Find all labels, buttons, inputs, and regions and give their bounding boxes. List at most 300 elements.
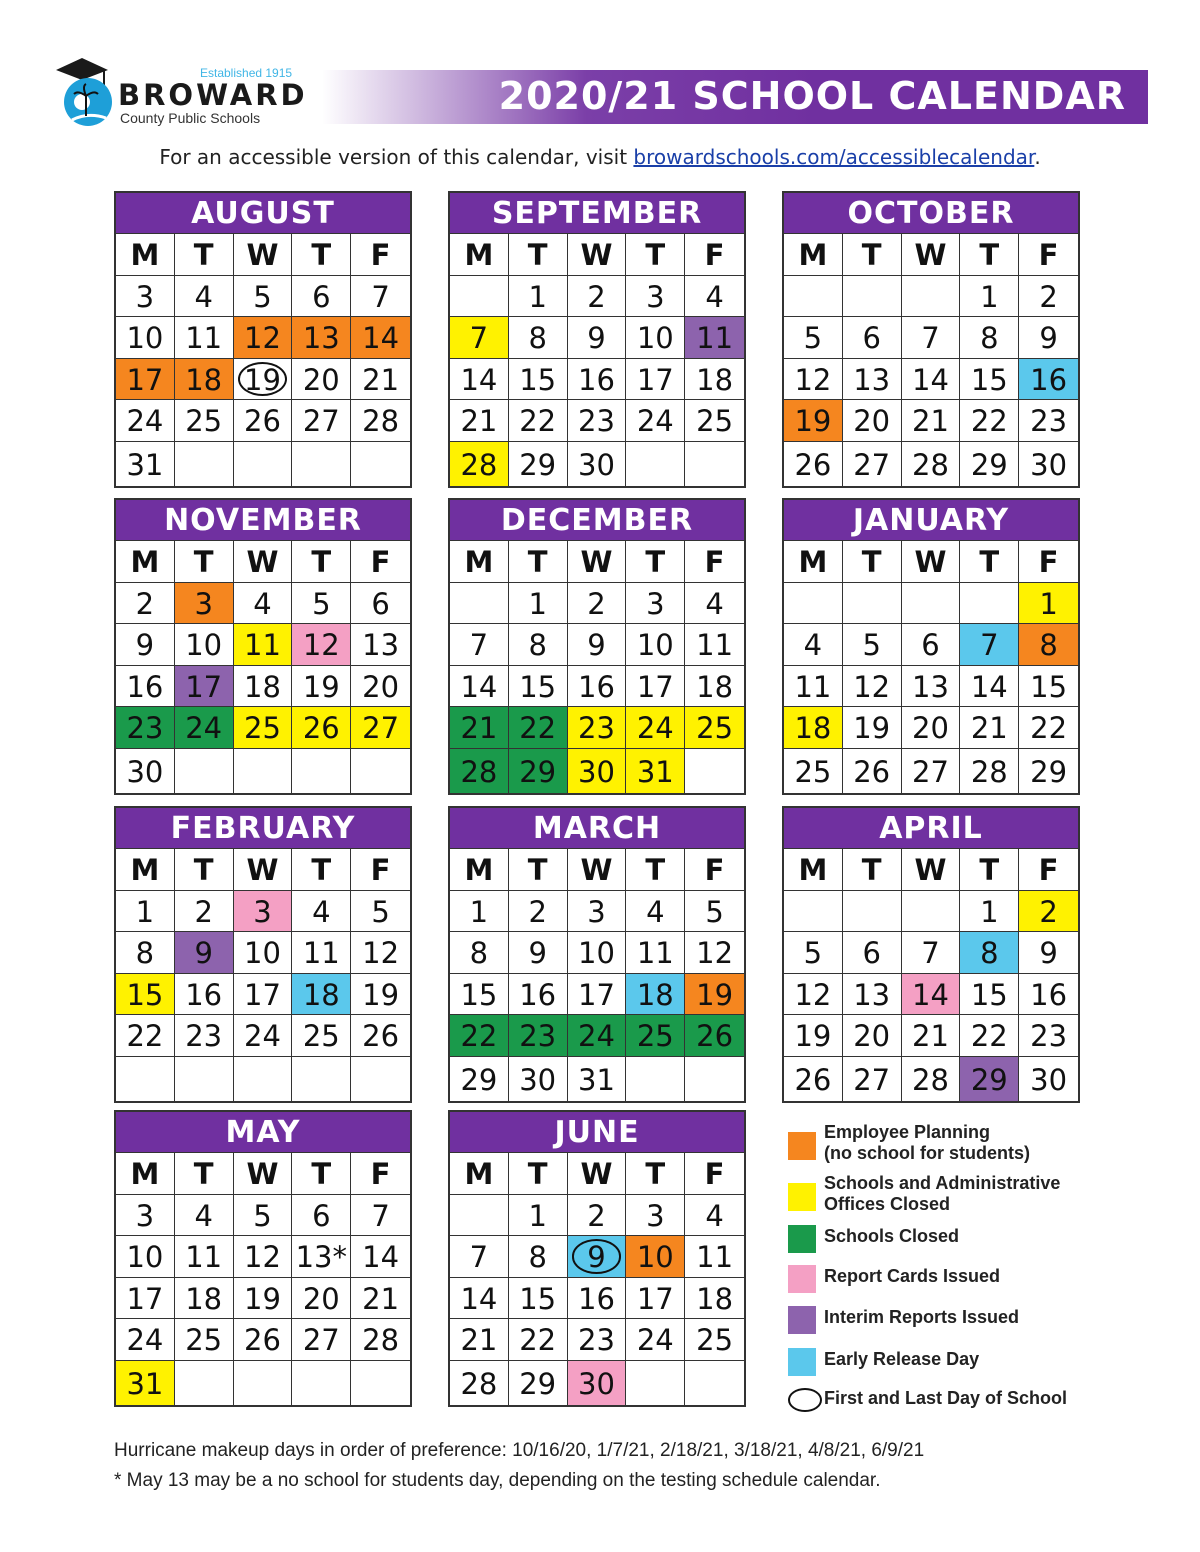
day-number: 29 (970, 447, 1008, 482)
day-number: 5 (803, 936, 823, 970)
month-grid (116, 848, 410, 1101)
day-cell (902, 748, 961, 793)
day-cell (902, 1056, 961, 1101)
day-cell (292, 1318, 351, 1360)
day-number: 8 (980, 936, 999, 970)
weekday-header: M (450, 1152, 509, 1194)
day-number: 1 (528, 279, 547, 314)
day-cell (843, 1014, 902, 1056)
month-grid (784, 233, 1078, 486)
accessible-calendar-link[interactable]: browardschools.com/accessiblecalendar (633, 145, 1035, 169)
day-cell (685, 358, 744, 400)
day-number: 2 (587, 586, 606, 621)
day-number: 25 (185, 1323, 223, 1357)
day-cell (626, 623, 685, 665)
weekday-header: W (902, 233, 961, 275)
day-number: 2 (135, 586, 155, 621)
day-cell (1019, 931, 1078, 973)
weekday-header: T (292, 848, 351, 890)
day-number: 23 (1030, 1019, 1068, 1053)
month-march (448, 806, 746, 1103)
day-cell (509, 1235, 568, 1277)
day-cell (509, 890, 568, 932)
day-number: 3 (646, 1198, 665, 1233)
month-november (114, 498, 412, 795)
day-cell (902, 441, 961, 486)
day-number: 16 (519, 977, 557, 1012)
day-cell (116, 358, 175, 400)
month-title: APRIL (784, 808, 1078, 848)
day-cell (234, 582, 293, 624)
day-number: 16 (126, 669, 164, 704)
day-cell (960, 890, 1019, 932)
day-cell (784, 973, 843, 1015)
day-cell (685, 931, 744, 973)
day-number: 12 (794, 977, 832, 1012)
day-number: 19 (696, 977, 734, 1012)
day-cell (175, 399, 234, 441)
day-number: 25 (636, 1019, 674, 1053)
day-cell (626, 358, 685, 400)
day-number: 24 (636, 404, 674, 438)
weekday-header: M (116, 1152, 175, 1194)
day-cell (234, 890, 293, 932)
day-cell (784, 399, 843, 441)
day-number: 15 (126, 977, 164, 1012)
empty-cell (843, 275, 902, 317)
day-cell (902, 623, 961, 665)
day-number: 21 (460, 1323, 498, 1357)
day-cell (175, 706, 234, 748)
empty-cell (626, 441, 685, 486)
day-cell (292, 582, 351, 624)
day-number: 9 (1039, 321, 1058, 355)
day-cell (509, 748, 568, 793)
day-number: 27 (302, 1323, 340, 1357)
day-number: 27 (302, 404, 340, 438)
day-number: 8 (980, 321, 999, 355)
accessible-prefix: For an accessible version of this calendar, visit (159, 145, 634, 169)
day-cell (568, 890, 627, 932)
weekday-header: W (568, 540, 627, 582)
month-grid (450, 233, 744, 486)
day-cell (626, 275, 685, 317)
day-number: 12 (794, 362, 832, 397)
day-cell (626, 399, 685, 441)
day-number: 28 (460, 447, 498, 482)
day-number: 22 (460, 1019, 498, 1053)
day-cell (509, 1056, 568, 1101)
day-cell (509, 399, 568, 441)
day-cell (351, 358, 410, 400)
day-cell (175, 1318, 234, 1360)
day-number: 4 (803, 628, 823, 662)
day-number: 14 (912, 977, 949, 1012)
month-title: FEBRUARY (116, 808, 410, 848)
legend-oval-icon (788, 1388, 822, 1412)
day-cell (902, 358, 961, 400)
day-number: 29 (460, 1062, 498, 1097)
day-number: 23 (578, 711, 615, 745)
month-grid (450, 848, 744, 1101)
legend-swatch-green (788, 1225, 816, 1253)
day-cell (626, 1277, 685, 1319)
empty-cell (626, 1360, 685, 1405)
weekday-header: W (902, 848, 961, 890)
day-cell (351, 582, 410, 624)
month-title: OCTOBER (784, 193, 1078, 233)
day-number: 14 (912, 362, 949, 397)
day-number: 10 (636, 628, 674, 662)
day-number: 24 (578, 1019, 615, 1053)
day-number: 21 (970, 711, 1008, 745)
day-cell (351, 1194, 410, 1236)
day-number: 15 (460, 977, 498, 1012)
org-subtitle: County Public Schools (120, 110, 261, 126)
day-number: 10 (578, 936, 615, 970)
month-grid (784, 848, 1078, 1101)
day-number: 12 (244, 321, 281, 355)
day-cell (1019, 275, 1078, 317)
day-number: 23 (578, 404, 615, 438)
weekday-header: M (784, 848, 843, 890)
day-cell (568, 441, 627, 486)
day-cell (351, 706, 410, 748)
day-cell (568, 973, 627, 1015)
accessible-note (0, 145, 1200, 169)
day-number: 14 (362, 321, 400, 355)
empty-cell (292, 748, 351, 793)
day-number: 6 (371, 586, 390, 621)
day-number: 18 (636, 977, 674, 1012)
weekday-header: W (234, 1152, 293, 1194)
day-number: 13 (302, 321, 340, 355)
day-number: 6 (312, 279, 331, 314)
day-cell (351, 316, 410, 358)
day-cell (685, 1277, 744, 1319)
day-number: 20 (853, 404, 891, 438)
empty-cell (234, 1360, 293, 1405)
day-number: 26 (244, 1323, 281, 1357)
empty-cell (685, 748, 744, 793)
day-number: 4 (705, 1198, 724, 1233)
legend-swatch-orange (788, 1132, 816, 1160)
day-number: 16 (578, 362, 615, 397)
day-cell (175, 931, 234, 973)
day-number: 18 (302, 977, 340, 1012)
accessible-suffix: . (1034, 145, 1041, 169)
day-cell (116, 316, 175, 358)
day-number: 18 (696, 1281, 734, 1316)
month-grid (450, 1152, 744, 1405)
weekday-header: T (626, 848, 685, 890)
day-number: 25 (794, 754, 832, 789)
day-cell (843, 623, 902, 665)
weekday-header: M (450, 848, 509, 890)
day-number: 26 (853, 754, 891, 789)
empty-cell (351, 748, 410, 793)
weekday-header: T (292, 540, 351, 582)
day-cell (626, 973, 685, 1015)
day-number: 9 (194, 936, 213, 970)
month-title: MARCH (450, 808, 744, 848)
day-number: 9 (587, 321, 606, 355)
day-number: 7 (980, 628, 999, 662)
day-number: 2 (1039, 279, 1058, 314)
day-cell (292, 1277, 351, 1319)
day-number: 17 (636, 1281, 674, 1316)
day-cell (685, 399, 744, 441)
legend-swatch-blue (788, 1348, 816, 1376)
day-number: 7 (371, 279, 390, 314)
day-number: 25 (244, 711, 281, 745)
day-number: 19 (244, 362, 281, 397)
title-banner (322, 70, 1148, 124)
first-last-day-ring (238, 362, 288, 397)
day-cell (568, 1277, 627, 1319)
day-number: 11 (185, 1240, 223, 1274)
day-number: 9 (1039, 936, 1058, 970)
month-grid (116, 233, 410, 486)
day-cell (292, 706, 351, 748)
day-number: 22 (519, 711, 557, 745)
day-number: 9 (587, 628, 606, 662)
day-cell (234, 1318, 293, 1360)
day-number: 7 (469, 321, 489, 355)
day-number: 7 (921, 936, 940, 970)
day-number: 16 (1030, 977, 1068, 1012)
day-number: 11 (302, 936, 340, 970)
day-cell (116, 582, 175, 624)
day-cell (175, 358, 234, 400)
day-cell (902, 973, 961, 1015)
weekday-header: T (292, 1152, 351, 1194)
day-cell (292, 1235, 351, 1277)
day-number: 10 (126, 1240, 164, 1274)
month-title: SEPTEMBER (450, 193, 744, 233)
day-number: 15 (1030, 669, 1068, 704)
day-cell (450, 1318, 509, 1360)
empty-cell (175, 1056, 234, 1101)
day-number: 23 (578, 1323, 615, 1357)
day-cell (843, 1056, 902, 1101)
weekday-header: F (1019, 540, 1078, 582)
day-cell (450, 1014, 509, 1056)
day-number: 11 (185, 321, 223, 355)
day-cell (450, 399, 509, 441)
day-cell (116, 665, 175, 707)
day-cell (351, 665, 410, 707)
month-october (782, 191, 1080, 488)
day-cell (116, 890, 175, 932)
day-number: 28 (460, 754, 498, 789)
day-number: 20 (362, 669, 400, 704)
day-cell (450, 748, 509, 793)
month-may (114, 1110, 412, 1407)
day-number: 16 (185, 977, 223, 1012)
day-number: 30 (578, 447, 615, 482)
day-number: 25 (696, 1323, 734, 1357)
day-cell (351, 1318, 410, 1360)
day-cell (843, 441, 902, 486)
day-number: 29 (970, 1062, 1008, 1097)
day-cell (1019, 358, 1078, 400)
day-cell (568, 623, 627, 665)
day-number: 17 (578, 977, 615, 1012)
day-number: 24 (636, 711, 674, 745)
day-cell (116, 441, 175, 486)
day-number: 6 (312, 1198, 331, 1233)
day-number: 24 (126, 1323, 164, 1357)
weekday-header: F (685, 233, 744, 275)
day-cell (509, 1360, 568, 1405)
day-number: 17 (126, 362, 164, 397)
day-number: 22 (970, 1019, 1008, 1053)
day-cell (960, 399, 1019, 441)
day-cell (509, 316, 568, 358)
day-cell (509, 973, 568, 1015)
day-cell (175, 582, 234, 624)
day-cell (292, 973, 351, 1015)
day-number: 3 (646, 279, 665, 314)
day-cell (450, 890, 509, 932)
day-number: 2 (587, 279, 606, 314)
day-number: 26 (794, 447, 832, 482)
day-cell (960, 275, 1019, 317)
day-number: 5 (705, 894, 724, 929)
day-number: 31 (578, 1062, 615, 1097)
day-number: 16 (1030, 362, 1068, 397)
day-cell (292, 358, 351, 400)
day-cell (175, 623, 234, 665)
day-cell (292, 1014, 351, 1056)
month-grid (116, 540, 410, 793)
day-number: 11 (244, 628, 281, 662)
day-number: 22 (126, 1019, 164, 1053)
day-number: 26 (362, 1019, 400, 1053)
day-number: 5 (862, 628, 881, 662)
day-number: 1 (980, 894, 999, 929)
weekday-header: M (784, 540, 843, 582)
day-cell (843, 399, 902, 441)
day-number: 27 (853, 447, 891, 482)
day-number: 13 (912, 669, 949, 704)
weekday-header: T (175, 848, 234, 890)
weekday-header: M (450, 540, 509, 582)
day-cell (234, 358, 293, 400)
empty-cell (175, 441, 234, 486)
day-cell (175, 1194, 234, 1236)
empty-cell (843, 582, 902, 624)
day-number: 2 (1039, 894, 1058, 929)
day-number: 7 (469, 1240, 489, 1274)
day-cell (568, 399, 627, 441)
day-number: 15 (519, 362, 557, 397)
day-cell (626, 1194, 685, 1236)
legend-label-first-last-day: First and Last Day of School (824, 1388, 1068, 1408)
day-number: 17 (636, 362, 674, 397)
day-cell (116, 973, 175, 1015)
day-number: 19 (794, 1019, 832, 1053)
day-cell (509, 1277, 568, 1319)
day-cell (234, 1194, 293, 1236)
district-logo (52, 52, 312, 132)
day-cell (509, 1014, 568, 1056)
day-number: 21 (460, 711, 498, 745)
day-cell (234, 623, 293, 665)
day-cell (568, 1056, 627, 1101)
day-cell (568, 316, 627, 358)
day-cell (960, 973, 1019, 1015)
weekday-header: F (351, 233, 410, 275)
day-number: 1 (980, 279, 999, 314)
day-cell (450, 358, 509, 400)
day-number: 7 (921, 321, 940, 355)
weekday-header: F (351, 1152, 410, 1194)
day-cell (509, 931, 568, 973)
day-cell (960, 706, 1019, 748)
day-cell (351, 890, 410, 932)
day-number: 20 (302, 362, 340, 397)
day-cell (292, 623, 351, 665)
day-number: 11 (636, 936, 674, 970)
weekday-header: T (292, 233, 351, 275)
empty-cell (450, 275, 509, 317)
day-cell (843, 316, 902, 358)
day-number: 11 (794, 669, 832, 704)
month-september (448, 191, 746, 488)
day-cell (351, 623, 410, 665)
legend-swatch-purple (788, 1306, 816, 1334)
day-number: 28 (912, 447, 949, 482)
day-cell (509, 441, 568, 486)
day-cell (292, 1194, 351, 1236)
day-cell (902, 316, 961, 358)
day-number: 8 (135, 936, 155, 970)
day-number: 21 (912, 1019, 949, 1053)
day-cell (568, 1194, 627, 1236)
day-number: 6 (862, 321, 881, 355)
day-cell (116, 275, 175, 317)
day-cell (234, 931, 293, 973)
weekday-header: T (509, 848, 568, 890)
day-cell (626, 316, 685, 358)
weekday-header: W (234, 848, 293, 890)
month-title: MAY (116, 1112, 410, 1152)
day-number: 8 (469, 936, 489, 970)
day-cell (685, 890, 744, 932)
day-cell (784, 1056, 843, 1101)
empty-cell (450, 1194, 509, 1236)
weekday-header: W (234, 233, 293, 275)
weekday-header: T (626, 233, 685, 275)
day-number: 30 (519, 1062, 557, 1097)
weekday-header: W (902, 540, 961, 582)
month-april (782, 806, 1080, 1103)
day-cell (568, 706, 627, 748)
day-cell (509, 1318, 568, 1360)
day-cell (234, 1277, 293, 1319)
legend-label-interim-reports: Interim Reports Issued (824, 1307, 1020, 1327)
day-number: 22 (1030, 711, 1068, 745)
day-number: 12 (696, 936, 734, 970)
day-number: 28 (362, 404, 400, 438)
day-cell (1019, 1056, 1078, 1101)
weekday-header: W (568, 1152, 627, 1194)
day-number: 13* (295, 1240, 347, 1274)
weekday-header: T (960, 233, 1019, 275)
day-cell (784, 665, 843, 707)
